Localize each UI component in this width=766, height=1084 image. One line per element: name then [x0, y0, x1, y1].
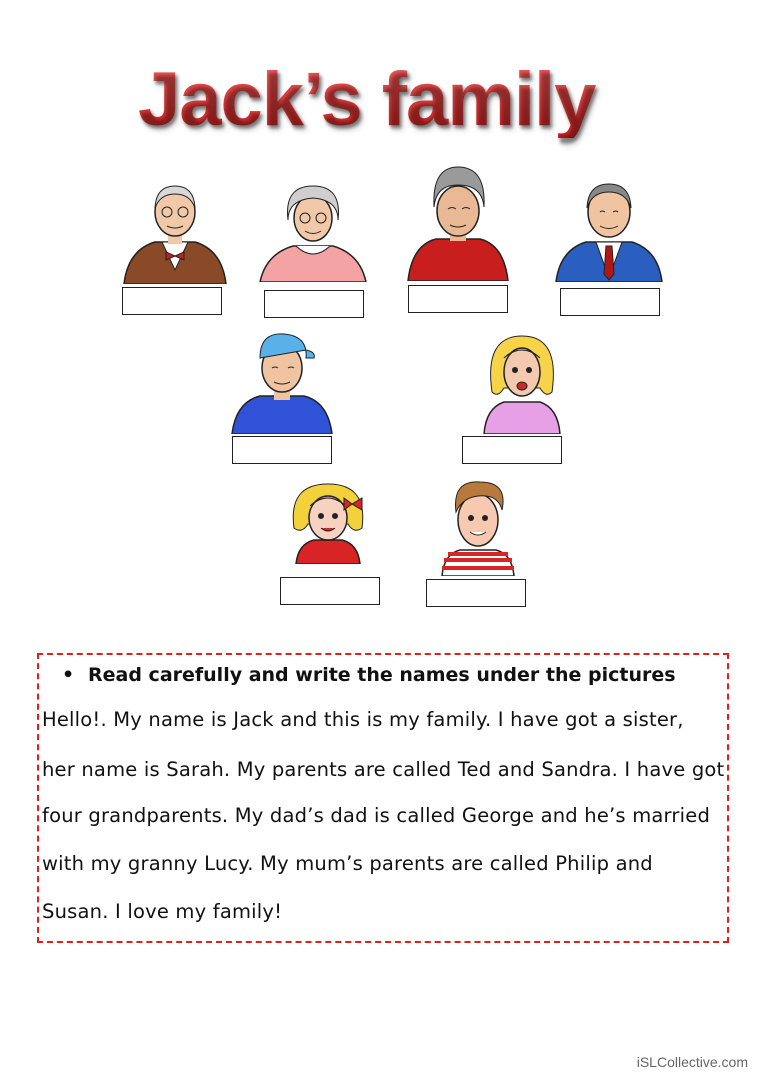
- bullet-marker: •: [62, 664, 75, 686]
- instruction: [62, 664, 676, 686]
- boy-striped-picture: [438, 476, 518, 576]
- name-box-grandmother-red[interactable]: [408, 285, 508, 313]
- grandmother-pink-picture: [258, 182, 368, 282]
- paragraph-line: Hello!. My name is Jack and this is my family. I have got a sister,: [42, 708, 684, 731]
- name-box-boy[interactable]: [426, 579, 526, 607]
- name-box-grandfather-bowtie[interactable]: [122, 287, 222, 315]
- name-box-father[interactable]: [232, 436, 332, 464]
- mother-blonde-picture: [482, 332, 562, 434]
- father-cap-picture: [230, 328, 334, 434]
- footer-watermark: iSLCollective.com: [636, 1054, 748, 1070]
- instruction-text: Read carefully and write the names under the pictures: [88, 664, 676, 686]
- grandfather-blue-suit-picture: [554, 178, 664, 282]
- name-box-girl[interactable]: [280, 577, 380, 605]
- page-title: Jack’s family: [138, 62, 638, 138]
- paragraph-line: with my granny Lucy. My mum’s parents are called Philip and: [42, 852, 653, 875]
- paragraph-line: four grandparents. My dad’s dad is called George and he’s married: [42, 804, 711, 827]
- name-box-mother[interactable]: [462, 436, 562, 464]
- paragraph-line: her name is Sarah. My parents are called Ted and Sandra. I have got: [42, 758, 725, 781]
- paragraph-line: Susan. I love my family!: [42, 900, 283, 923]
- grandmother-red-picture: [406, 165, 510, 281]
- grandfather-bowtie-picture: [120, 180, 230, 284]
- girl-bow-picture: [288, 478, 368, 564]
- name-box-grandfather-blue-suit[interactable]: [560, 288, 660, 316]
- name-box-grandmother-pink[interactable]: [264, 290, 364, 318]
